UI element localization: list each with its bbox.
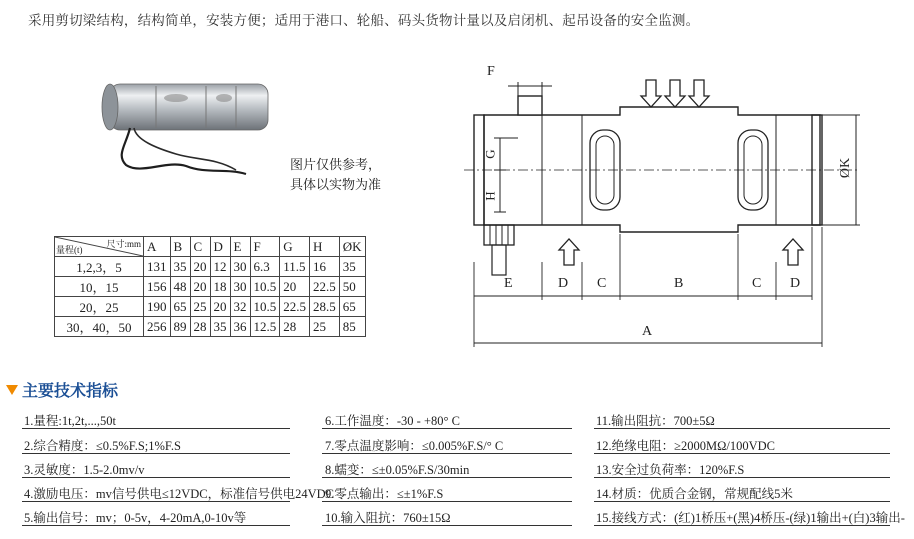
table-cell: 20 bbox=[190, 277, 210, 297]
section-title bbox=[6, 378, 118, 401]
dimension-table bbox=[54, 236, 366, 337]
spec-divider bbox=[594, 525, 890, 526]
spec-item: 9.零点输出：≤±1%F.S bbox=[325, 487, 444, 501]
spec-divider bbox=[594, 428, 890, 429]
label-E: E bbox=[504, 276, 513, 291]
header-B: B bbox=[170, 237, 190, 257]
spec-divider bbox=[594, 453, 890, 454]
table-row bbox=[55, 277, 366, 297]
table-cell: 16 bbox=[310, 257, 340, 277]
spec-item: 12.绝缘电阻：≥2000MΩ/100VDC bbox=[596, 439, 776, 453]
spec-divider bbox=[322, 453, 572, 454]
label-B: B bbox=[674, 276, 684, 291]
table-cell: 36 bbox=[230, 317, 250, 337]
label-K: ØK bbox=[838, 157, 854, 179]
label-F: F bbox=[487, 64, 495, 79]
spec-item: 10.输入阻抗：760±15Ω bbox=[325, 511, 451, 525]
table-cell: 131 bbox=[144, 257, 171, 277]
header-H: H bbox=[310, 237, 340, 257]
table-cell: 20 bbox=[280, 277, 310, 297]
table-cell: 85 bbox=[339, 317, 365, 337]
table-cell: 30 bbox=[230, 277, 250, 297]
spec-item: 15.接线方式：(红)1桥压+(黑)4桥压-(绿)1输出+(白)3输出- bbox=[596, 511, 905, 525]
caption-line-2: 具体以实物为准 bbox=[290, 178, 382, 193]
spec-item: 7.零点温度影响：≤0.005%F.S/° C bbox=[325, 439, 504, 453]
dimension-drawing bbox=[460, 62, 880, 352]
spec-divider bbox=[594, 501, 890, 502]
header-F: F bbox=[250, 237, 280, 257]
section-title-text: 主要技术指标 bbox=[22, 381, 119, 400]
spec-divider bbox=[22, 453, 290, 454]
spec-divider bbox=[322, 428, 572, 429]
spec-item: 1.量程:1t,2t,...,50t bbox=[24, 414, 117, 428]
spec-item: 8.蠕变：≤±0.05%F.S/30min bbox=[325, 463, 470, 477]
table-cell: 32 bbox=[230, 297, 250, 317]
table-cell: 25 bbox=[310, 317, 340, 337]
spec-divider bbox=[594, 477, 890, 478]
table-cell: 35 bbox=[170, 257, 190, 277]
load-arrow-bottom-right bbox=[783, 239, 803, 265]
spec-item: 2.综合精度：≤0.5%F.S;1%F.S bbox=[24, 439, 181, 453]
header-C: C bbox=[190, 237, 210, 257]
spec-item: 6.工作温度：-30 - +80° C bbox=[325, 414, 460, 428]
table-cell: 50 bbox=[339, 277, 365, 297]
table-cell: 20 bbox=[190, 257, 210, 277]
triangle-bullet-icon bbox=[6, 385, 18, 395]
table-cell: 156 bbox=[144, 277, 171, 297]
label-G: G bbox=[482, 149, 498, 159]
table-cell: 20 bbox=[210, 297, 230, 317]
header-K: ØK bbox=[339, 237, 365, 257]
table-cell: 48 bbox=[170, 277, 190, 297]
spec-divider bbox=[22, 525, 290, 526]
table-cell: 10.5 bbox=[250, 297, 280, 317]
header-G: G bbox=[280, 237, 310, 257]
spec-divider bbox=[22, 501, 290, 502]
table-cell: 12.5 bbox=[250, 317, 280, 337]
table-cell: 35 bbox=[210, 317, 230, 337]
table-cell: 35 bbox=[339, 257, 365, 277]
table-cell: 28.5 bbox=[310, 297, 340, 317]
table-cell: 28 bbox=[280, 317, 310, 337]
table-cell: 28 bbox=[190, 317, 210, 337]
table-cell: 20，25 bbox=[55, 297, 144, 317]
label-C-right: C bbox=[752, 276, 762, 291]
label-H: H bbox=[482, 191, 498, 201]
table-cell: 10.5 bbox=[250, 277, 280, 297]
table-cell: 65 bbox=[339, 297, 365, 317]
load-arrow-bottom-left bbox=[559, 239, 579, 265]
spec-item: 11.输出阻抗：700±5Ω bbox=[596, 414, 715, 428]
table-header-row bbox=[55, 237, 366, 257]
photo-caption bbox=[290, 156, 381, 196]
spec-divider bbox=[22, 428, 290, 429]
table-cell: 30 bbox=[230, 257, 250, 277]
corner-bottom-label: 量程(t) bbox=[56, 245, 83, 255]
table-corner-cell bbox=[55, 237, 144, 257]
table-row bbox=[55, 257, 366, 277]
label-A: A bbox=[642, 324, 653, 339]
table-cell: 6.3 bbox=[250, 257, 280, 277]
header-E: E bbox=[230, 237, 250, 257]
table-cell: 22.5 bbox=[280, 297, 310, 317]
table-row bbox=[55, 297, 366, 317]
header-A: A bbox=[144, 237, 171, 257]
table-cell: 256 bbox=[144, 317, 171, 337]
spec-item: 3.灵敏度：1.5-2.0mv/v bbox=[24, 463, 145, 477]
spec-divider bbox=[22, 477, 290, 478]
load-arrows-top bbox=[641, 80, 709, 107]
table-cell: 30，40，50 bbox=[55, 317, 144, 337]
spec-item: 5.输出信号：mv；0-5v，4-20mA,0-10v等 bbox=[24, 511, 247, 525]
table-cell: 25 bbox=[190, 297, 210, 317]
header-D: D bbox=[210, 237, 230, 257]
spec-divider bbox=[322, 501, 572, 502]
label-D-left: D bbox=[558, 276, 569, 291]
table-cell: 12 bbox=[210, 257, 230, 277]
table-cell: 1,2,3，5 bbox=[55, 257, 144, 277]
spec-divider bbox=[322, 477, 572, 478]
caption-line-1: 图片仅供参考， bbox=[290, 158, 382, 173]
product-photo bbox=[96, 70, 276, 190]
intro-text: 采用剪切梁结构，结构简单，安装方便；适用于港口、轮船、码头货物计量以及启闭机、起吊设备的安全监测。 bbox=[28, 13, 700, 29]
label-C-left: C bbox=[597, 276, 607, 291]
label-D-right: D bbox=[790, 276, 801, 291]
table-cell: 18 bbox=[210, 277, 230, 297]
table-cell: 22.5 bbox=[310, 277, 340, 297]
table-cell: 11.5 bbox=[280, 257, 310, 277]
table-row bbox=[55, 317, 366, 337]
table-cell: 190 bbox=[144, 297, 171, 317]
spec-item: 14.材质：优质合金钢，常规配线5米 bbox=[596, 487, 793, 501]
spec-divider bbox=[322, 525, 572, 526]
corner-top-label: 尺寸:mm bbox=[106, 239, 141, 249]
table-cell: 65 bbox=[170, 297, 190, 317]
spec-item: 13.安全过负荷率：120%F.S bbox=[596, 463, 745, 477]
table-cell: 10，15 bbox=[55, 277, 144, 297]
spec-item: 4.激励电压：mv信号供电≤12VDC，标准信号供电24VDC bbox=[24, 487, 334, 501]
table-cell: 89 bbox=[170, 317, 190, 337]
